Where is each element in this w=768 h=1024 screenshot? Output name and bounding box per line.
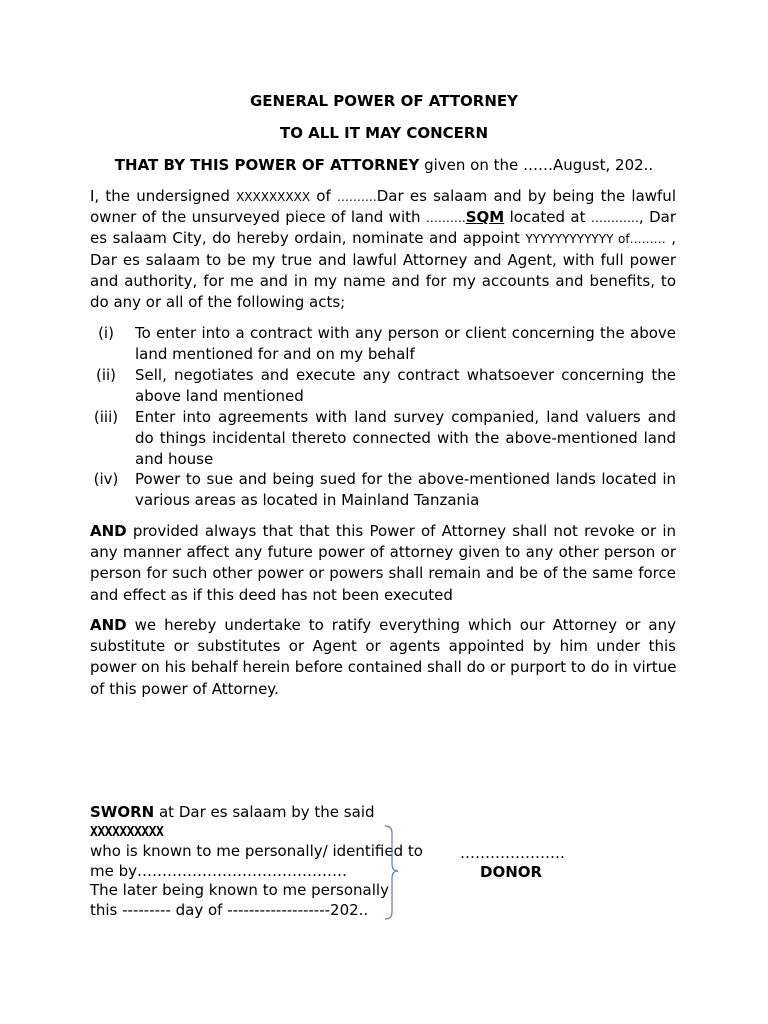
- intro-rest: given on the: [419, 156, 523, 174]
- list-item: (i) To enter into a contract with any person or client concerning the above land mentioned for and on my behalf: [86, 323, 676, 365]
- sworn-label: SWORN: [90, 803, 155, 821]
- list-item: (iii) Enter into agreements with land survey companied, land valuers and do things incidental thereto connected with the above-mentioned land and house: [86, 407, 676, 469]
- list-item-number: (iii): [93, 408, 119, 426]
- sworn-name: XXXXXXXXXX: [90, 824, 164, 840]
- sworn-block: SWORN at Dar es salaam by the said XXXXXXXXXX who is known to me personally/ identified to me by…………………………………… The later being known to me personally this --------- day of -------------------202..: [90, 803, 423, 919]
- list-item-number: (iv): [93, 470, 119, 488]
- list-item: (iv) Power to sue and being sued for the above-mentioned lands located in various areas as located in Mainland Tanzania: [86, 469, 676, 511]
- document-subtitle: TO ALL IT MAY CONCERN: [279, 124, 489, 142]
- p1-line-1: I, the undersigned XXXXXXXXX of ……….Dar es salaam and by being the lawful: [90, 187, 676, 205]
- donor-label: DONOR: [480, 863, 543, 881]
- intro-bold: THAT BY THIS POWER OF ATTORNEY: [114, 156, 420, 174]
- intro-line: [0, 155, 768, 175]
- p1-line-5: and authority, for me and in my name and for my accounts and benefits, to: [90, 271, 676, 290]
- paragraph-ratify: AND we hereby undertake to ratify everything which our Attorney or any substitute or substitutes or Agent or agents appointed by him under this power on his behalf herein before contained shall do or purport to do in virtue of this power of Attorney.: [90, 616, 677, 698]
- list-item-number: (ii): [95, 366, 117, 384]
- list-item-number: (i): [98, 324, 114, 342]
- acts-list: [86, 323, 676, 511]
- paragraph-appointment: [90, 186, 676, 313]
- paragraph-revocation: AND provided always that that this Power of Attorney shall not revoke or in any manner affect any future power of attorney given to any other person or person for such other power or powers shall remain and be of the same force and effect as if this deed has not been executed: [90, 522, 676, 604]
- p1-line-3: es salaam City, do hereby ordain, nominate and appoint YYYYYYYYYYYY of……… ,: [90, 229, 676, 248]
- p1-line-4: Dar es salaam to be my true and lawful Attorney and Agent, with full power: [90, 250, 676, 269]
- p1-line-2: owner of the unsurveyed piece of land with ……….SQM located at …………, Dar: [90, 208, 676, 227]
- p1-line-6: do any or all of the following acts;: [90, 292, 346, 311]
- list-item: (ii) Sell, negotiates and execute any contract whatsoever concerning the above land mentioned: [86, 365, 676, 407]
- intro-date: ……August, 202..: [523, 156, 654, 174]
- sqm-label: SQM: [465, 208, 505, 227]
- document-title: GENERAL POWER OF ATTORNEY: [249, 92, 519, 110]
- right-brace-icon: [383, 824, 403, 922]
- donor-signature-line: …………………: [460, 844, 565, 862]
